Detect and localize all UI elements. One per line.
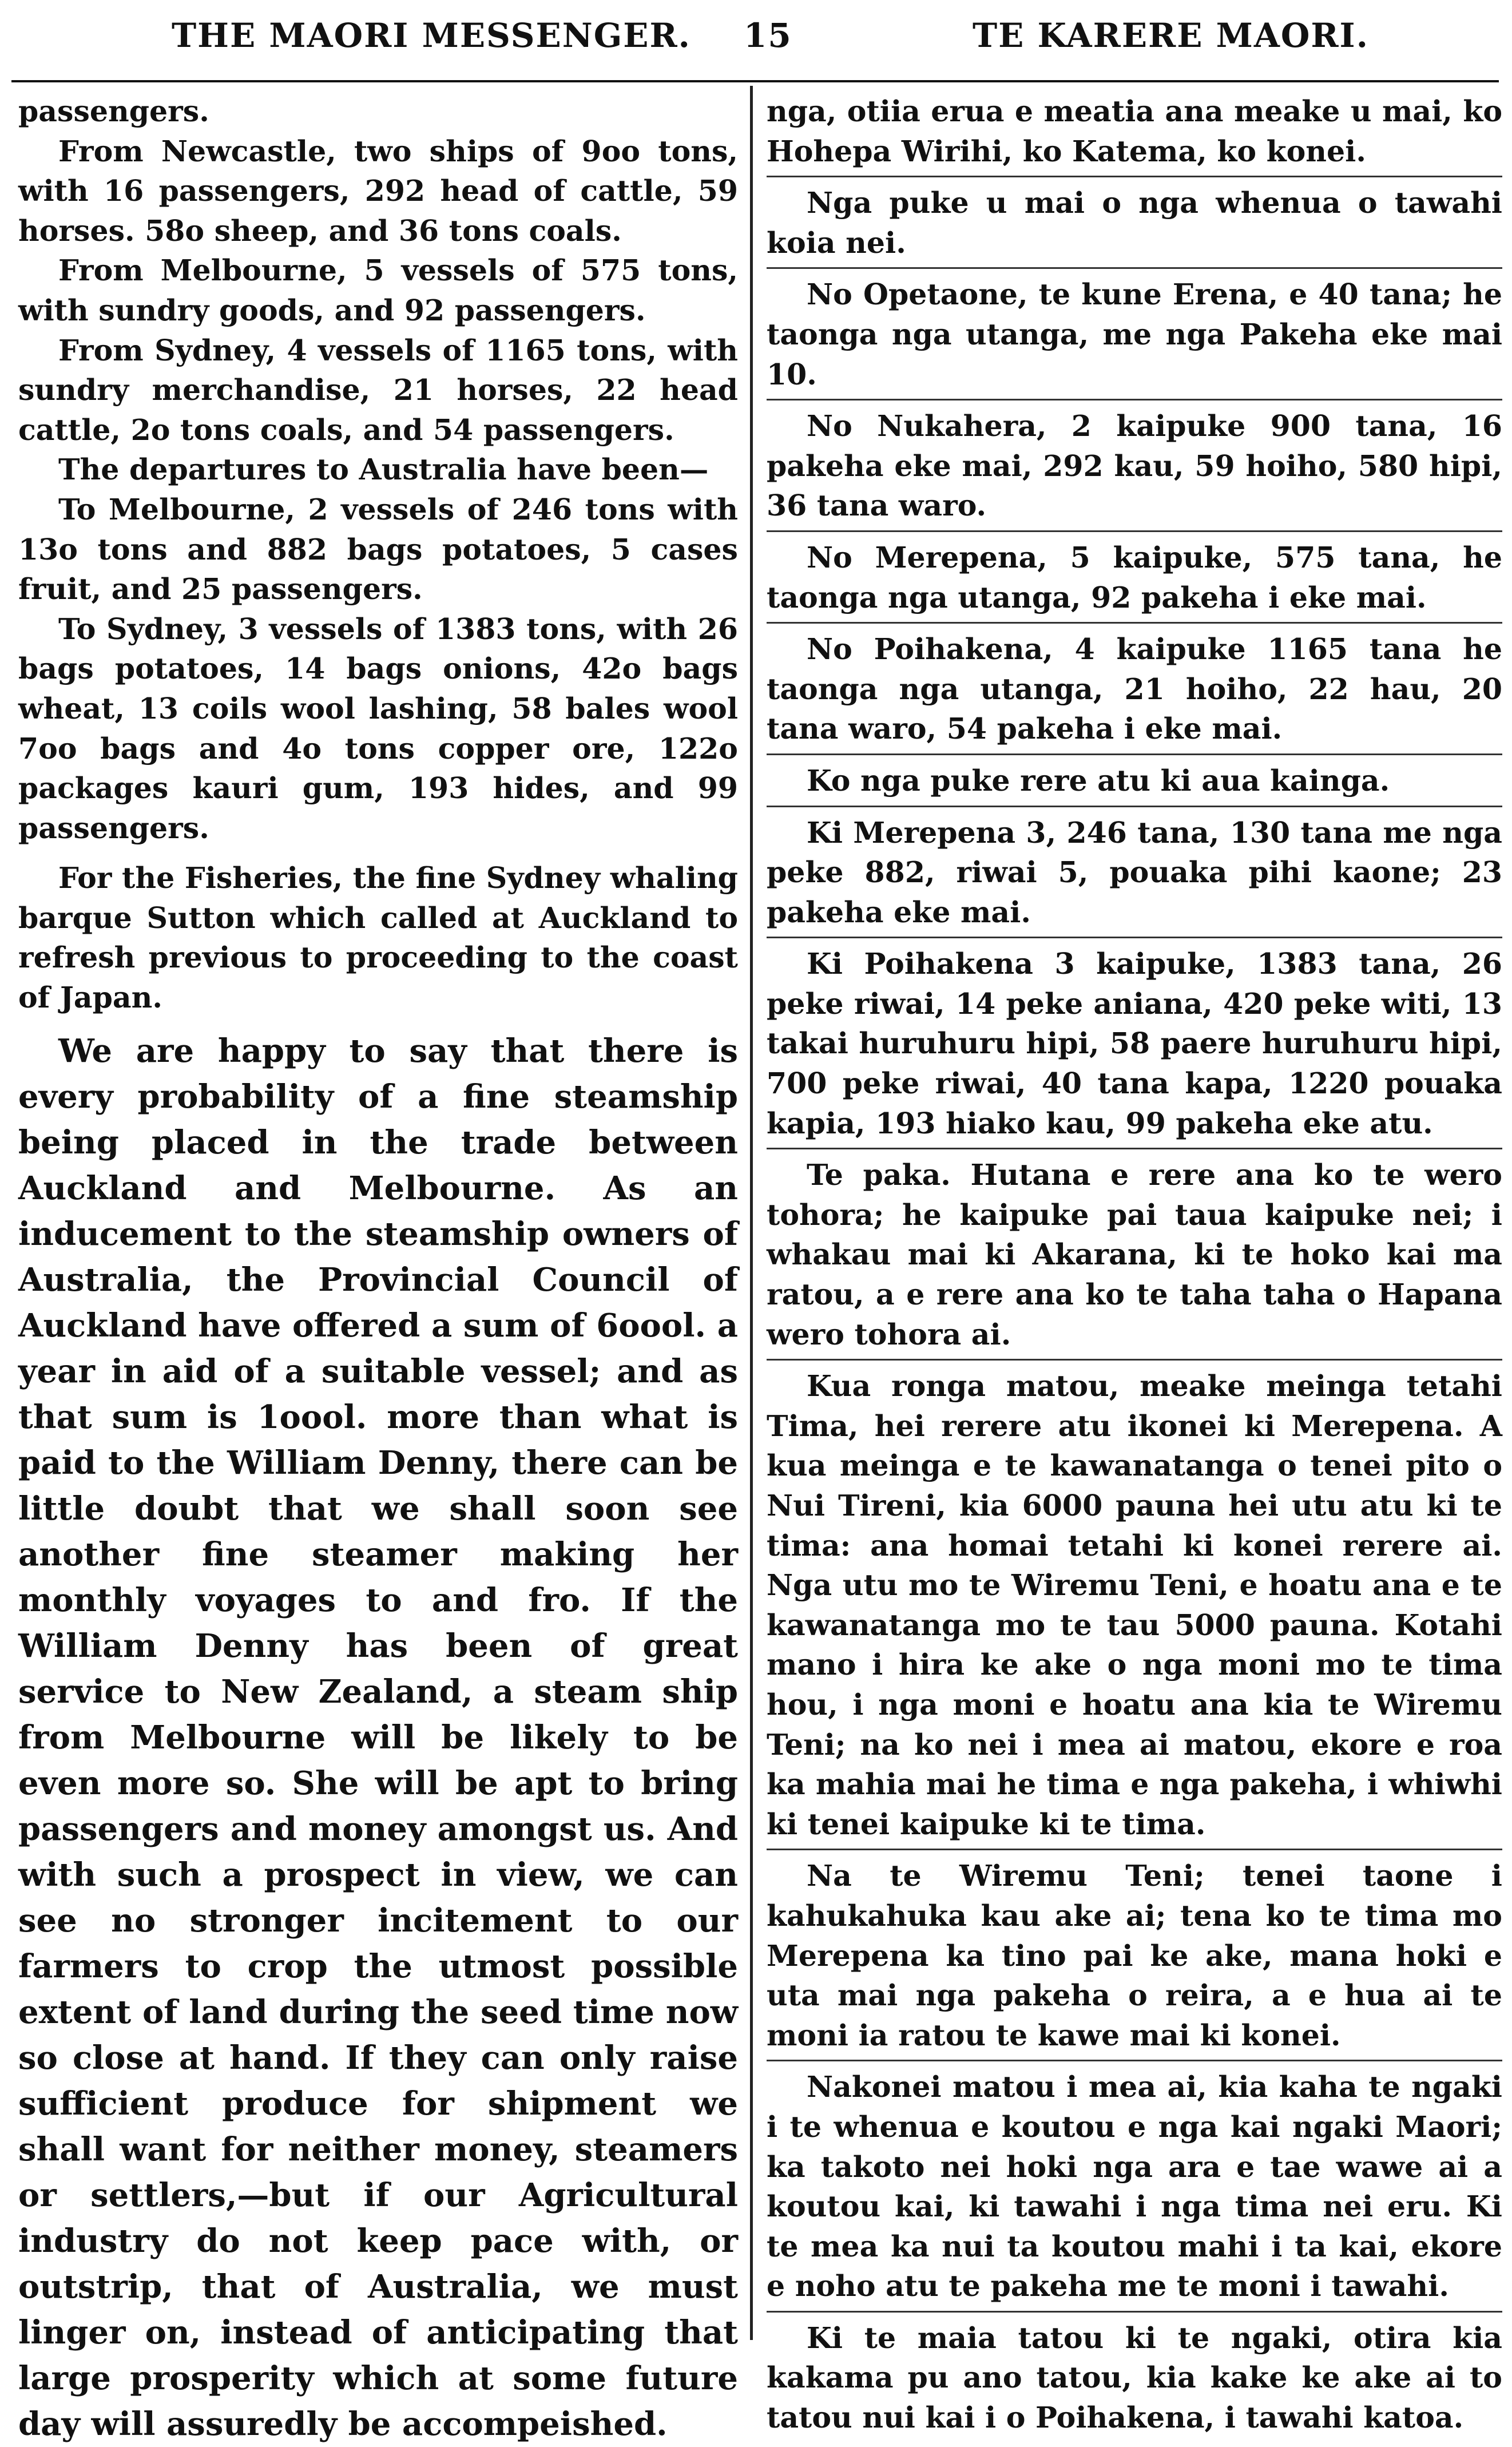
paragraph-closing: Ki te maia tatou ki te ngaki, otira kia kakama pu ano tatou, kia kake ke ake ai to tatou nui kai i o Poihakena, i tawahi katoa. <box>767 2311 1502 2438</box>
paragraph-nukahera: No Nukahera, 2 kaipuke 900 tana, 16 pakeha eke mai, 292 kau, 59 hoiho, 580 hipi, 36 tana waro. <box>767 399 1502 526</box>
paragraph-cultivation: Nakonei matou i mea ai, kia kaha te ngaki i te whenua e koutou e nga kai ngaki Maori; ka takoto nei hoki nga ara e tae wawe ai a koutou kai, ki tawahi i nga tima nei eru. Ki te mea ka nui ta koutou mahi i ta kai, ekore e noho atu te pakeha me te moni i tawahi. <box>767 2060 1502 2306</box>
page-number: 15 <box>744 16 792 55</box>
header-rule <box>11 80 1499 82</box>
paragraph-sydney: From Sydney, 4 vessels of 1165 tons, with sundry merchandise, 21 horses, 22 head cattle, 2o tons coals, and 54 passengers. <box>18 333 738 447</box>
maori-title: TE KARERE MAORI. <box>973 16 1369 55</box>
paragraph-steamship: We are happy to say that there is every probability of a fine steamship being placed in the trade between Auckland and Melbourne. As an inducement to the steamship owners of Australia, the Provincial Council of Auckland have offered a sum of 6oool. a year in aid of a suitable vessel; and as that sum is 1oool. more than what is paid to the William Denny, there can be little doubt that we shall soon see another fine steamer making her monthly voyages to and fro. If the William Denny has been of great service to New Zealand, a steam ship from Melbourne will be likely to be even more so. She will be apt to bring passengers and money amongst us. And with such a prospect in view, we can see no stronger incitement to our farmers to crop the utmost possible extent of land during the seed time now so close at hand. If they can only raise sufficient produce for shipment we shall want for neither money, steamers or settlers,—but if our Agricultural industry do not keep pace with, or outstrip, that of Australia, we must linger on, instead of anticipating that large prosperity which at some future day will assuredly be accompeished. <box>18 1032 738 2443</box>
paragraph-to-melbourne: To Melbourne, 2 vessels of 246 tons with 13o tons and 882 bags potatoes, 5 cases fruit, and 25 passengers. <box>18 492 738 606</box>
paragraph-newcastle: From Newcastle, two ships of 9oo tons, with 16 passengers, 292 head of cattle, 59 horses. 58o sheep, and 36 tons coals. <box>18 134 738 248</box>
paragraph-departures: The departures to Australia have been— <box>58 453 709 487</box>
paragraph-wiremu-teni: Na te Wiremu Teni; tenei taone i kahukahuka kau ake ai; tena ko te tima mo Merepena ka tino pai ke ake, mana hoki e uta mai nga pakeha o reira, a e hua ai te moni ia ratou te kawe mai ki konei. <box>767 1849 1502 2055</box>
running-head <box>0 10 1512 73</box>
paragraph-to-merepena: Ki Merepena 3, 246 tana, 130 tana me nga peke 882, riwai 5, pouaka pihi kaone; 23 pakeha eke mai. <box>767 806 1502 933</box>
english-column <box>18 92 738 2447</box>
paragraph-poihakena: No Poihakena, 4 kaipuke 1165 tana he taonga nga utanga, 21 hoiho, 22 hau, 20 tana waro, 54 pakeha i eke mai. <box>767 622 1502 749</box>
paragraph-continued: nga, otiia erua e meatia ana meake u mai, ko Hohepa Wirihi, ko Katema, ko konei. <box>767 94 1502 168</box>
column-divider <box>750 86 753 2340</box>
paragraph-departures: Ko nga puke rere atu ki aua kainga. <box>767 753 1502 801</box>
paragraph-arrivals-intro: Nga puke u mai o nga whenua o tawahi koia nei. <box>767 176 1502 263</box>
paragraph-melbourne: From Melbourne, 5 vessels of 575 tons, with sundry goods, and 92 passengers. <box>18 253 738 327</box>
maori-column <box>767 92 1502 2438</box>
paragraph-steamship: Kua ronga matou, meake meinga tetahi Tima, hei rerere atu ikonei ki Merepena. A kua meinga e te kawanatanga o tenei pito o Nui Tireni, kia 6000 pauna hei utu atu ki te tima: ana homai tetahi ki konei rerere ai. Nga utu mo te Wiremu Teni, e hoatu ana e te kawanatanga mo te tau 5000 pauna. Kotahi mano i hira ke ake o nga moni mo te tima hou, i nga moni e hoatu ana kia te Wiremu Teni; na ko nei i mea ai matou, ekore e roa ka mahia mai he tima e nga pakeha, i whiwhi ki tenei kaipuke ki te tima. <box>767 1359 1502 1844</box>
paragraph-to-poihakena: Ki Poihakena 3 kaipuke, 1383 tana, 26 peke riwai, 14 peke aniana, 420 peke witi, 13 takai huruhuru hipi, 58 paere huruhuru hipi, 700 peke riwai, 40 tana kapa, 1220 pouaka kapia, 193 hiako kau, 99 pakeha eke atu. <box>767 937 1502 1143</box>
paragraph-to-sydney: To Sydney, 3 vessels of 1383 tons, with 26 bags potatoes, 14 bags onions, 42o bags wheat, 13 coils wool lashing, 58 bales wool 7oo bags and 4o tons copper ore, 122o packages kauri gum, 193 hides, and 99 passengers. <box>18 612 738 845</box>
english-title: THE MAORI MESSENGER. <box>172 16 691 55</box>
paragraph-fisheries: For the Fisheries, the fine Sydney whaling barque Sutton which called at Auckland to refresh previous to proceeding to the coast of Japan. <box>18 861 738 1015</box>
paragraph-continued: passengers. <box>18 94 209 128</box>
paragraph-whaling: Te paka. Hutana e rere ana ko te wero tohora; he kaipuke pai taua kaipuke nei; i whakau mai ki Akarana, ki te hoko kai ma ratou, a e rere ana ko te taha taha o Hapana wero tohora ai. <box>767 1148 1502 1354</box>
paragraph-merepena: No Merepena, 5 kaipuke, 575 tana, he taonga nga utanga, 92 pakeha i eke mai. <box>767 530 1502 617</box>
paragraph-opetaone: No Opetaone, te kune Erena, e 40 tana; he taonga nga utanga, me nga Pakeha eke mai 10. <box>767 267 1502 394</box>
